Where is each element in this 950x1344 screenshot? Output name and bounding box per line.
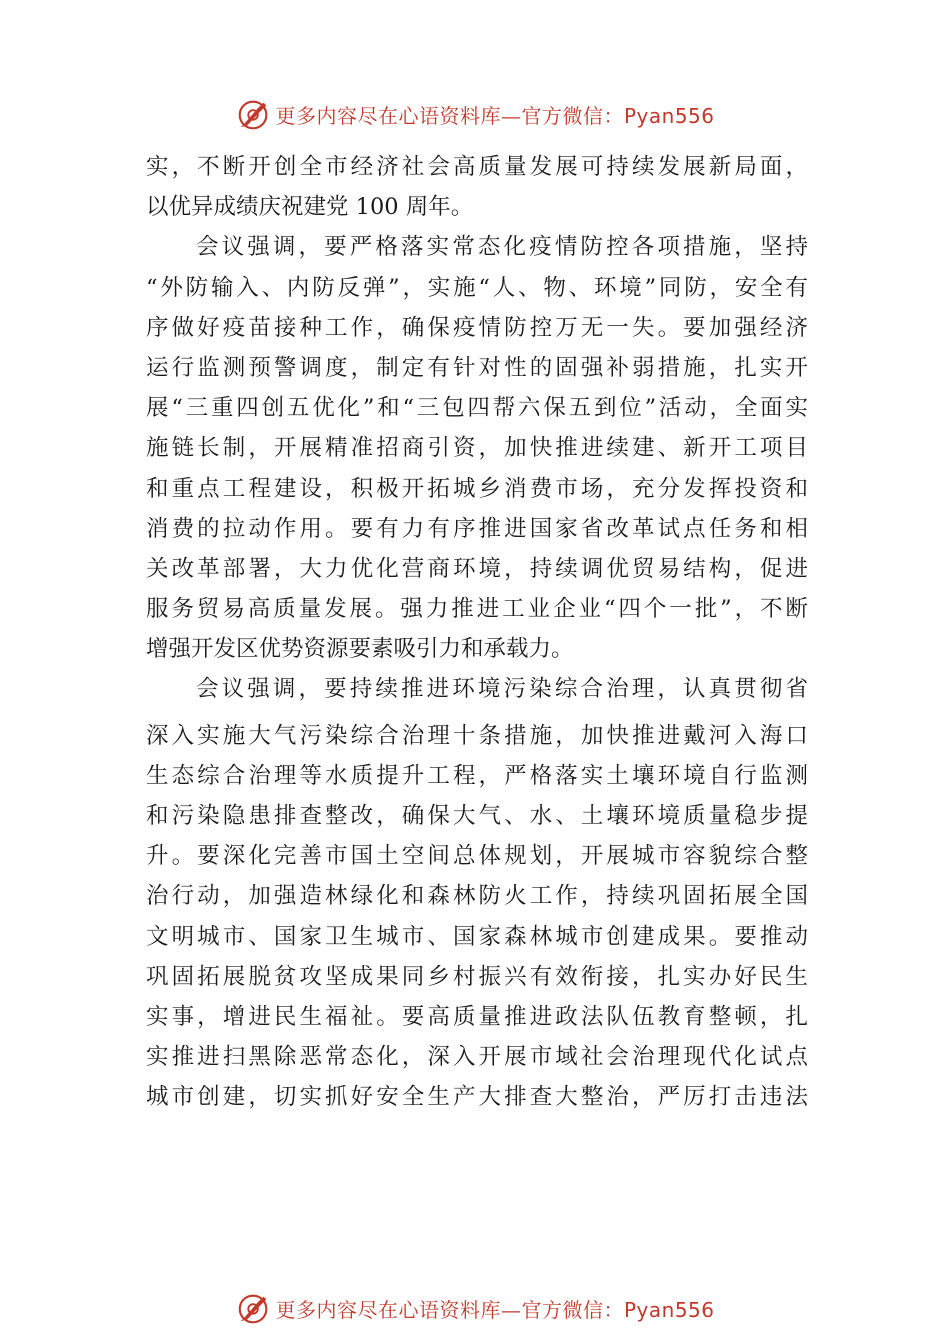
pen-logo-icon bbox=[235, 1289, 273, 1327]
text-line: 和污染隐患排查整改，确保大气、水、土壤环境质量稳步提 bbox=[146, 803, 808, 829]
banner-text: 更多内容尽在心语资料库—官方微信：Pyan556 bbox=[275, 103, 715, 128]
header-banner bbox=[0, 94, 950, 134]
wechat-account: Pyan556 bbox=[623, 103, 715, 128]
text-line: 城市创建，切实抓好安全生产大排查大整治，严厉打击违法 bbox=[146, 1084, 808, 1111]
text-line: 和重点工程建设，积极开拓城乡消费市场，充分发挥投资和 bbox=[146, 475, 808, 502]
text-line: 实推进扫黑除恶常态化，深入开展市域社会治理现代化试点 bbox=[146, 1044, 808, 1071]
text-line: 会议强调，要持续推进环境污染综合治理，认真贯彻省 bbox=[196, 676, 808, 703]
text-line: 实，不断开创全市经济社会高质量发展可持续发展新局面， bbox=[146, 154, 808, 180]
text-line: 治行动，加强造林绿化和森林防火工作，持续巩固拓展全国 bbox=[146, 883, 808, 910]
text-line: 升。要深化完善市国土空间总体规划，开展城市容貌综合整 bbox=[146, 843, 808, 870]
text-line: 生态综合治理等水质提升工程，严格落实土壤环境自行监测 bbox=[146, 762, 808, 789]
footer-banner bbox=[0, 1288, 950, 1328]
pen-logo-icon bbox=[235, 95, 273, 133]
text-line: 增强开发区优势资源要素吸引力和承载力。 bbox=[146, 636, 574, 663]
banner-text: 更多内容尽在心语资料库—官方微信：Pyan556 bbox=[275, 1297, 715, 1322]
text-line: 运行监测预警调度，制定有针对性的固强补弱措施，扎实开 bbox=[146, 354, 808, 381]
text-line: 会议强调，要严格落实常态化疫情防控各项措施，坚持 bbox=[196, 234, 808, 261]
text-line: 消费的拉动作用。要有力有序推进国家省改革试点任务和相 bbox=[146, 515, 808, 542]
text-line: 以优异成绩庆祝建党 100 周年。 bbox=[146, 194, 474, 221]
wechat-account: Pyan556 bbox=[623, 1297, 715, 1322]
text-line: 展“三重四创五优化”和“三包四帮六保五到位”活动，全面实 bbox=[146, 395, 808, 422]
text-line: 巩固拓展脱贫攻坚成果同乡村振兴有效衔接，扎实办好民生 bbox=[146, 963, 808, 990]
text-line: 序做好疫苗接种工作，确保疫情防控万无一失。要加强经济 bbox=[146, 314, 808, 341]
text-line: 服务贸易高质量发展。强力推进工业企业“四个一批”，不断 bbox=[146, 596, 808, 623]
document-body bbox=[146, 147, 808, 1118]
text-line: 深入实施大气污染综合治理十条措施，加快推进戴河入海口 bbox=[146, 722, 808, 749]
text-line: 实事，增进民生福祉。要高质量推进政法队伍教育整顿，扎 bbox=[146, 1003, 808, 1030]
text-line: 文明城市、国家卫生城市、国家森林城市创建成果。要推动 bbox=[146, 923, 808, 950]
text-line: 关改革部署，大力优化营商环境，持续调优贸易结构，促进 bbox=[146, 555, 808, 582]
text-line: 施链长制，开展精准招商引资，加快推进续建、新开工项目 bbox=[146, 435, 808, 462]
text-line: “外防输入、内防反弹”，实施“人、物、环境”同防，安全有 bbox=[146, 274, 808, 301]
